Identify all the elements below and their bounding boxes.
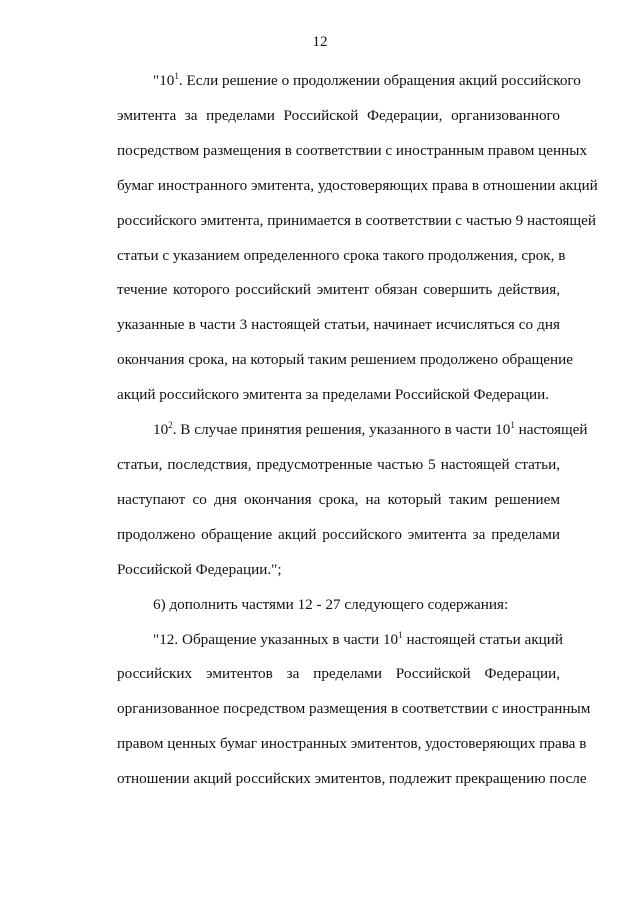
text-line: "$10^1$. Если решение о продолжении обращения акций российского: [153, 71, 581, 89]
text-line: бумаг иностранного эмитента, удостоверяющих права в отношении акций: [117, 176, 598, 194]
text-line: отношении акций российских эмитентов, подлежит прекращению после: [117, 770, 587, 788]
paragraph-12: [81, 623, 591, 798]
paragraph-item-6: [81, 588, 560, 623]
text-line: Российской Федерации.";: [117, 560, 282, 578]
text-line: статьи с указанием определенного срока такого продолжения, срок, в: [117, 246, 566, 264]
text-line: 6) дополнить частями 12 - 27 следующего содержания:: [153, 595, 509, 613]
text-line: правом ценных бумаг иностранных эмитентов, удостоверяющих права в: [117, 735, 587, 753]
text-line: указанные в части 3 настоящей статьи, начинает исчисляться со дня: [117, 316, 560, 334]
text-line: течение которого российский эмитент обязан совершить действия,: [117, 281, 560, 299]
text-line: наступают со дня окончания срока, на который таким решением: [117, 490, 560, 508]
text-line: акций российского эмитента за пределами Российской Федерации.: [117, 386, 550, 404]
text-line: российского эмитента, принимается в соответствии с частью 9 настоящей: [117, 211, 596, 229]
text-line: посредством размещения в соответствии с иностранным правом ценных: [117, 141, 588, 159]
text-line: продолжено обращение акций российского эмитента за пределами: [117, 525, 560, 543]
page-text: [81, 64, 598, 797]
text-line: $10^2$. В случае принятия решения, указанного в части $10^1$ настоящей: [153, 420, 588, 439]
text-line: статьи, последствия, предусмотренные частью 5 настоящей статьи,: [117, 455, 560, 473]
paragraph-10-1: [81, 64, 598, 413]
text-line: эмитента за пределами Российской Федерации, организованного: [117, 106, 560, 124]
text-line: "12. Обращение указанных в части $10^1$ настоящей статьи акций: [153, 629, 564, 648]
page-number: 12: [312, 34, 328, 50]
text-line: российских эмитентов за пределами Российской Федерации,: [117, 665, 560, 683]
text-line: окончания срока, на который таким решением продолжено обращение: [117, 351, 574, 369]
paragraph-10-2: [81, 413, 588, 588]
text-line: организованное посредством размещения в соответствии с иностранным: [117, 700, 591, 718]
